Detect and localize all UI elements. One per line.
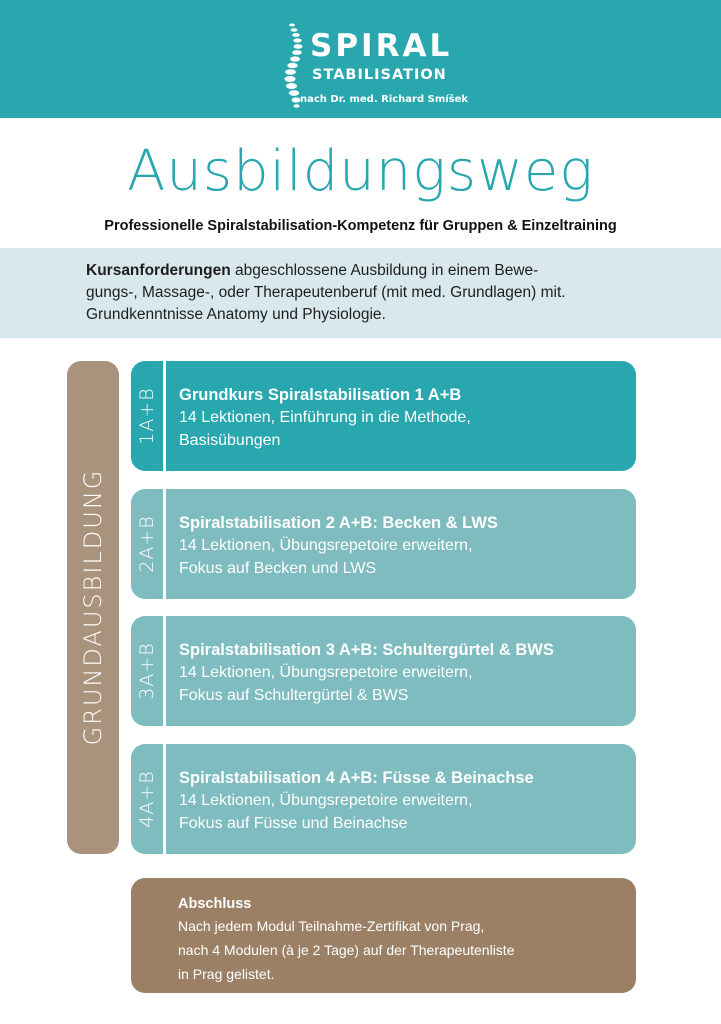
completion-card bbox=[131, 878, 636, 993]
section-label-bar bbox=[67, 361, 119, 854]
course-card-3 bbox=[131, 616, 636, 726]
course-desc-line-2: Basisübungen bbox=[179, 432, 281, 449]
completion-line-3: in Prag gelistet. bbox=[178, 966, 275, 982]
header-banner bbox=[0, 0, 721, 118]
brand-author: nach Dr. med. Richard Smíšek bbox=[300, 94, 469, 105]
brand-name: SPIRAL bbox=[310, 28, 453, 64]
page-title: Ausbildungsweg bbox=[127, 139, 594, 204]
course-tag: 3A+B bbox=[136, 642, 158, 700]
completion-line-2: nach 4 Modulen (à je 2 Tage) auf der Therapeutenliste bbox=[178, 942, 515, 958]
requirements-panel bbox=[0, 248, 721, 338]
course-card-2 bbox=[131, 489, 636, 599]
course-title: Spiralstabilisation 3 A+B: Schultergürtel & BWS bbox=[179, 641, 554, 659]
course-divider bbox=[163, 744, 166, 854]
brand-logo bbox=[278, 22, 469, 112]
requirements-text-1: abgeschlossene Ausbildung in einem Bewe- bbox=[230, 262, 539, 279]
course-divider bbox=[163, 616, 166, 726]
requirements-text-2: gungs-, Massage-, oder Therapeutenberuf (mit med. Grundlagen) mit. bbox=[86, 284, 566, 301]
course-tag: 4A+B bbox=[136, 770, 158, 828]
course-tag: 1A+B bbox=[136, 387, 158, 445]
requirements-line-1 bbox=[86, 260, 691, 282]
course-desc-line-1: 14 Lektionen, Übungsrepetoire erweitern, bbox=[179, 792, 473, 809]
course-desc-line-1: 14 Lektionen, Übungsrepetoire erweitern, bbox=[179, 537, 473, 554]
page-subtitle: Professionelle Spiralstabilisation-Kompetenz für Gruppen & Einzeltraining bbox=[104, 218, 617, 234]
course-card-4 bbox=[131, 744, 636, 854]
completion-line-1: Nach jedem Modul Teilnahme-Zertifikat von Prag, bbox=[178, 918, 485, 934]
course-desc-line-1: 14 Lektionen, Einführung in die Methode, bbox=[179, 409, 471, 426]
section-label: GRUNDAUSBILDUNG bbox=[79, 468, 107, 746]
course-divider bbox=[163, 489, 166, 599]
requirements-label: Kursanforderungen bbox=[86, 262, 231, 279]
course-card-1 bbox=[131, 361, 636, 471]
course-divider bbox=[163, 361, 166, 471]
course-desc-line-1: 14 Lektionen, Übungsrepetoire erweitern, bbox=[179, 664, 473, 681]
course-desc-line-2: Fokus auf Becken und LWS bbox=[179, 560, 377, 577]
course-desc-line-2: Fokus auf Schultergürtel & BWS bbox=[179, 687, 409, 704]
requirements-text-3: Grundkenntnisse Anatomy und Physiologie. bbox=[86, 306, 386, 323]
brand-subname: STABILISATION bbox=[312, 67, 447, 83]
course-desc-line-2: Fokus auf Füsse und Beinachse bbox=[179, 815, 408, 832]
course-tag: 2A+B bbox=[136, 515, 158, 573]
course-title: Spiralstabilisation 2 A+B: Becken & LWS bbox=[179, 514, 498, 532]
course-title: Grundkurs Spiralstabilisation 1 A+B bbox=[179, 386, 462, 404]
completion-title: Abschluss bbox=[178, 896, 252, 912]
course-title: Spiralstabilisation 4 A+B: Füsse & Beinachse bbox=[179, 769, 534, 787]
